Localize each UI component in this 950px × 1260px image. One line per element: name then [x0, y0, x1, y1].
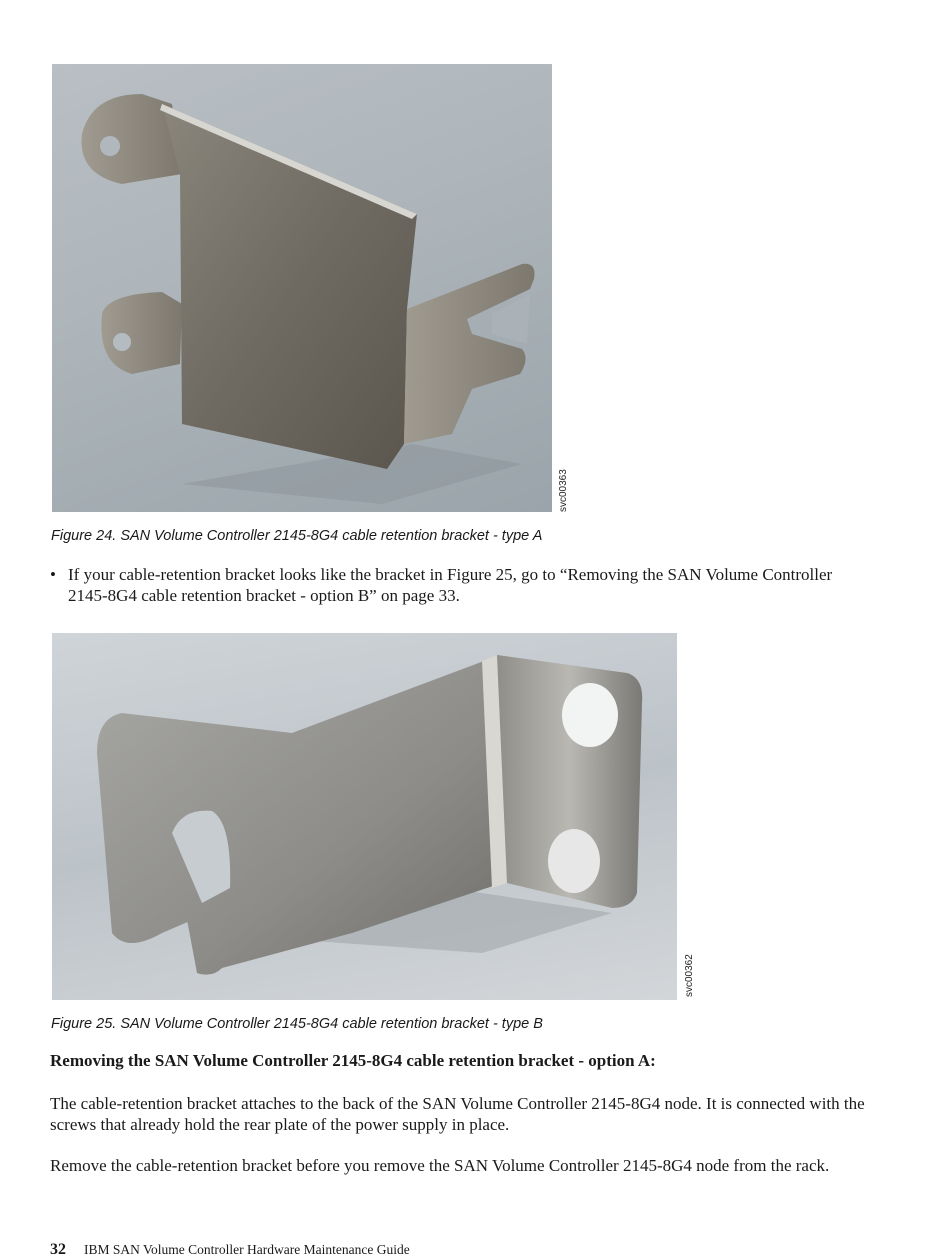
bracket-type-a-photo	[52, 64, 552, 512]
body-paragraph-1: The cable-retention bracket attaches to the back of the SAN Volume Controller 2145-8G4 node. It is connected with the screws that already hold the rear plate of the power supply in place.	[50, 1094, 865, 1134]
bracket-type-a-illustration	[52, 64, 552, 512]
figure-25-image-id: svc00362	[684, 954, 695, 997]
figure-25-caption: Figure 25. SAN Volume Controller 2145-8G4 cable retention bracket - type B	[51, 1016, 543, 1032]
bullet-list-item	[50, 564, 870, 606]
bracket-type-b-photo	[52, 633, 677, 1000]
book-title: IBM SAN Volume Controller Hardware Maintenance Guide	[84, 1242, 410, 1257]
bracket-type-b-illustration	[52, 633, 677, 1000]
figure-24-caption: Figure 24. SAN Volume Controller 2145-8G4 cable retention bracket - type A	[51, 528, 543, 544]
page-footer	[50, 1241, 410, 1259]
figure-24-image-id: svc00363	[558, 469, 569, 512]
bullet-marker: •	[50, 565, 56, 584]
bullet-text: If your cable-retention bracket looks like the bracket in Figure 25, go to “Removing the SAN Volume Controller 2145-8G4 cable retention bracket - option B” on page 33.	[68, 565, 833, 605]
body-paragraph-2: Remove the cable-retention bracket before you remove the SAN Volume Controller 2145-8G4 node from the rack.	[50, 1156, 830, 1175]
section-heading: Removing the SAN Volume Controller 2145-8G4 cable retention bracket - option A:	[50, 1051, 656, 1070]
page-number: 32	[50, 1241, 66, 1258]
